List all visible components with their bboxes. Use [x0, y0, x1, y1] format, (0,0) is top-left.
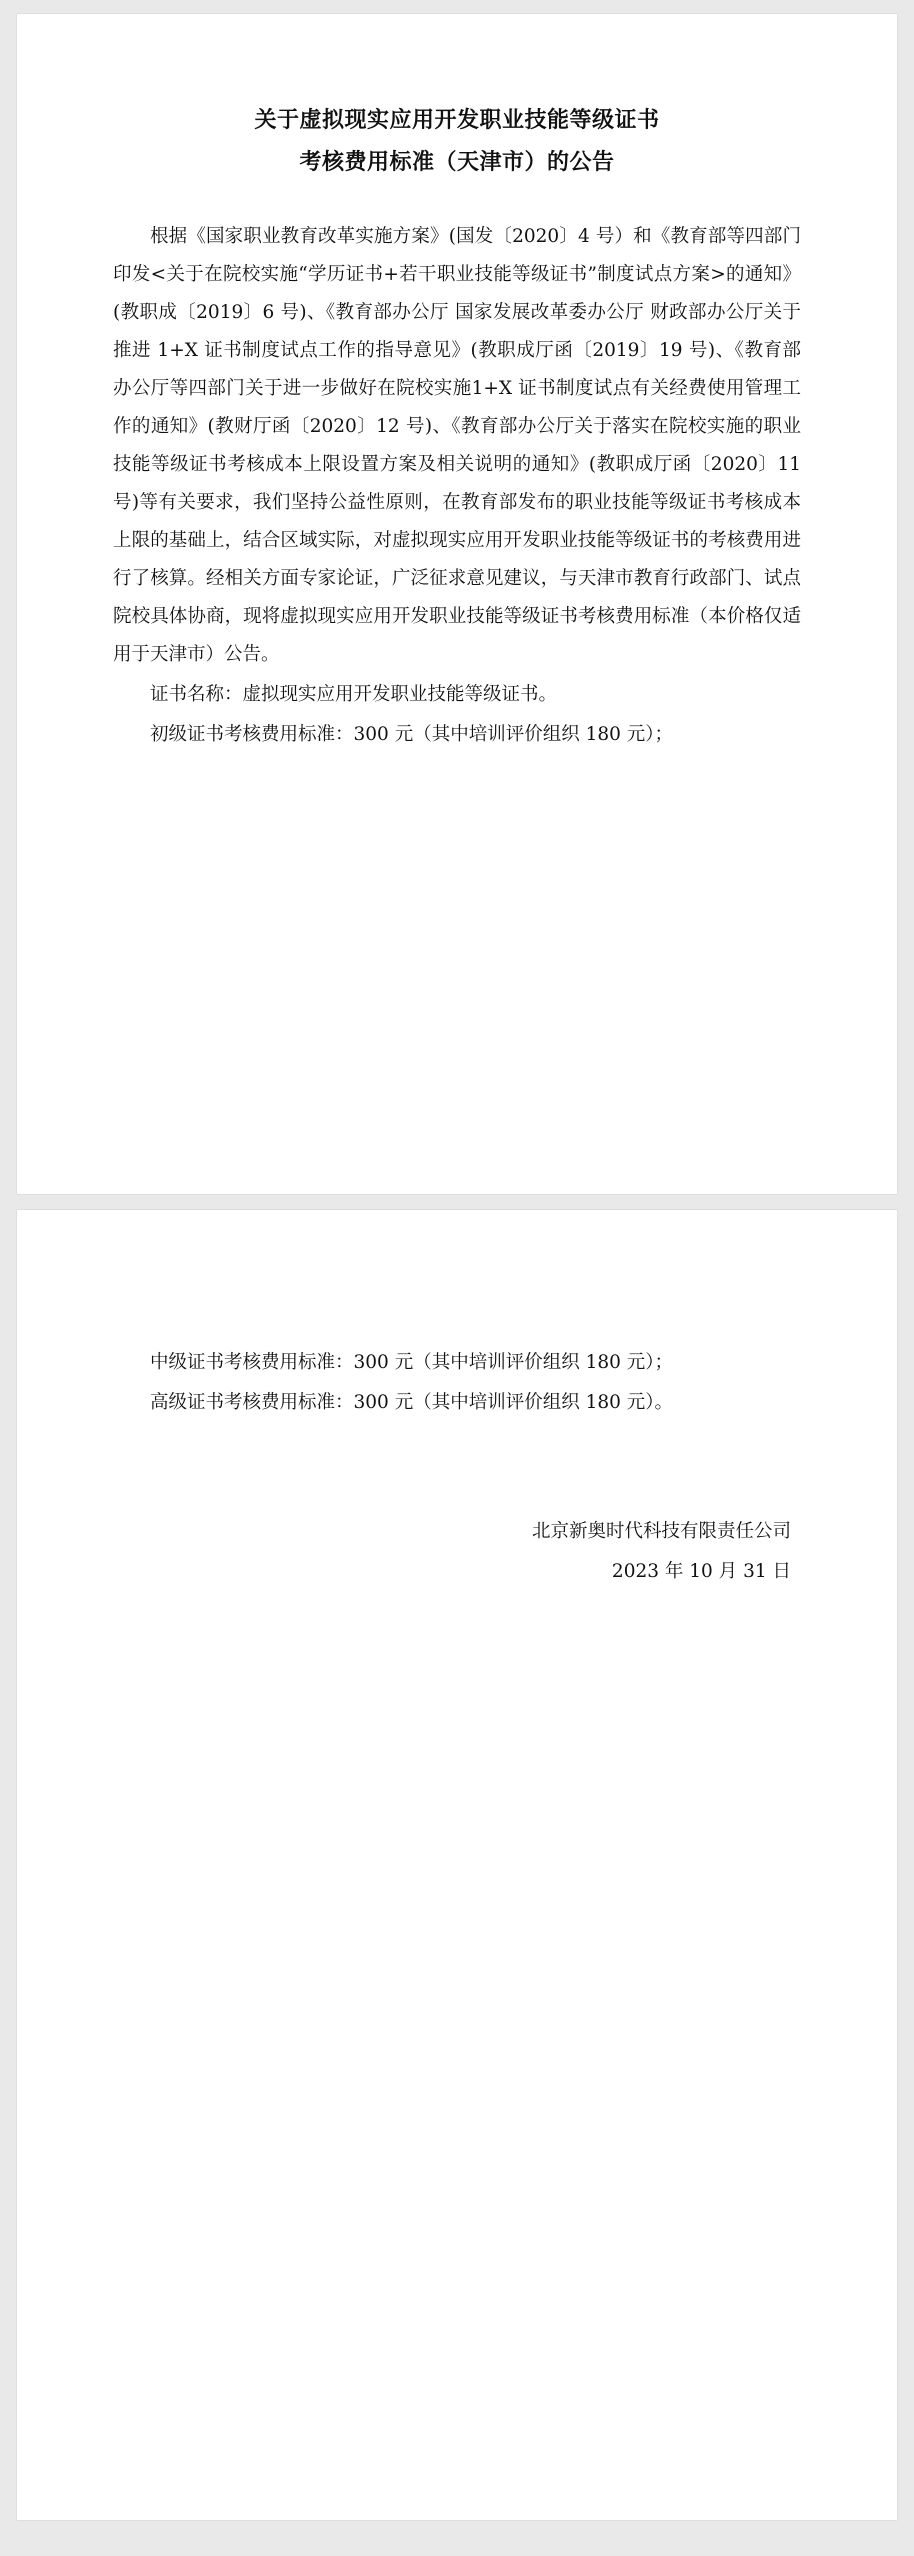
paragraph-fee-intermediate: 中级证书考核费用标准：300 元（其中培训评价组织 180 元）； — [150, 1352, 674, 1373]
signature-block — [113, 1512, 801, 1592]
page-title — [113, 100, 801, 184]
paragraph-fee-advanced: 高级证书考核费用标准：300 元（其中培训评价组织 180 元）。 — [150, 1392, 674, 1413]
page-title-line-1: 关于虚拟现实应用开发职业技能等级证书 — [254, 108, 660, 133]
document-page-2 — [17, 1210, 897, 2520]
page-2-body — [113, 1344, 801, 1422]
paragraph-basis: 根据《国家职业教育改革实施方案》(国发〔2020〕4 号）和《教育部等四部门印发<关于在院校实施“学历证书+若干职业技能等级证书”制度试点方案>的通知》(教职成〔2019〕6 号)、《教育部办公厅 国家发展改革委办公厅 财政部办公厅关于推进 1+X 证书制度试点工作的指导意见》(教职成厅函〔2019〕19 号)、《教育部办公厅等四部门关于进一步做好在院校实施1+X 证书制度试点有关经费使用管理工作的通知》(教财厅函〔2020〕12 号)、《教育部办公厅关于落实在院校实施的职业技能等级证书考核成本上限设置方案及相关说明的通知》(教职成厅函〔2020〕11 号)等有关要求，我们坚持公益性原则，在教育部发布的职业技能等级证书考核成本上限的基础上，结合区域实际，对虚拟现实应用开发职业技能等级证书的考核费用进行了核算。经相关方面专家论证，广泛征求意见建议，与天津市教育行政部门、试点院校具体协商，现将虚拟现实应用开发职业技能等级证书考核费用标准（本价格仅适用于天津市）公告。 — [113, 226, 801, 665]
document-page-1 — [17, 14, 897, 1194]
page-title-line-2: 考核费用标准（天津市）的公告 — [299, 150, 615, 175]
signature-company: 北京新奥时代科技有限责任公司 — [531, 1521, 791, 1542]
signature-date: 2023 年 10 月 31 日 — [611, 1561, 791, 1582]
paragraph-certificate-name: 证书名称：虚拟现实应用开发职业技能等级证书。 — [150, 684, 558, 705]
paragraph-fee-primary: 初级证书考核费用标准：300 元（其中培训评价组织 180 元）； — [150, 724, 674, 745]
page-1-body — [113, 218, 801, 754]
